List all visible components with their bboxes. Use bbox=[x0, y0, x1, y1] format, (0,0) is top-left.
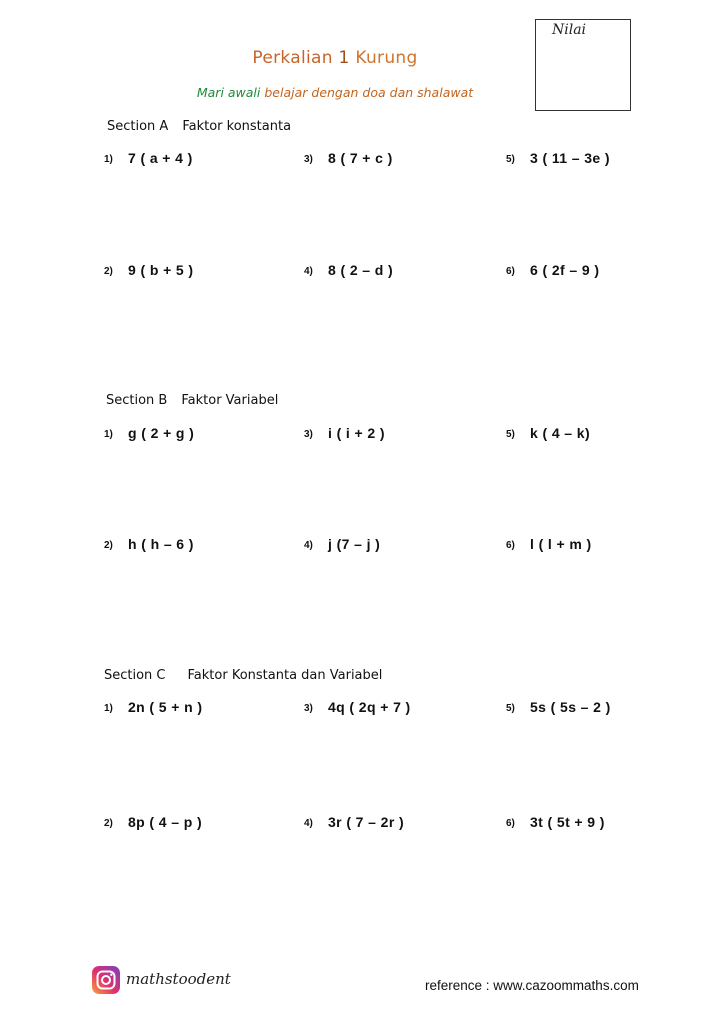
problem-expression: 8 ( 2 – d ) bbox=[328, 262, 394, 278]
problem-expression: g ( 2 + g ) bbox=[128, 425, 195, 441]
brand-name: mathstoodent bbox=[126, 970, 231, 988]
problem-expression: 6 ( 2f – 9 ) bbox=[530, 262, 600, 278]
problem-number: 4) bbox=[304, 818, 313, 829]
problem-b-3 bbox=[304, 425, 385, 443]
problem-a-5 bbox=[506, 150, 610, 168]
problem-expression: 7 ( a + 4 ) bbox=[128, 150, 193, 166]
problem-expression: 9 ( b + 5 ) bbox=[128, 262, 194, 278]
section-a-name: Faktor konstanta bbox=[182, 119, 292, 134]
problem-number: 2) bbox=[104, 540, 113, 551]
problem-c-4 bbox=[304, 814, 404, 832]
problem-a-4 bbox=[304, 262, 393, 280]
problem-c-6 bbox=[506, 814, 605, 832]
section-c-heading bbox=[104, 668, 382, 683]
problem-c-3 bbox=[304, 699, 411, 717]
section-c-label: Section C bbox=[104, 668, 166, 683]
problem-a-1 bbox=[104, 150, 193, 168]
problem-number: 2) bbox=[104, 818, 113, 829]
problem-expression: 3 ( 11 – 3e ) bbox=[530, 150, 610, 166]
instagram-icon bbox=[92, 966, 120, 994]
title-word-3: Kurung bbox=[355, 48, 418, 68]
problem-b-4 bbox=[304, 536, 380, 554]
problem-expression: h ( h – 6 ) bbox=[128, 536, 194, 552]
problem-c-2 bbox=[104, 814, 202, 832]
section-b-heading bbox=[106, 393, 278, 408]
problem-b-6 bbox=[506, 536, 592, 554]
section-a-heading bbox=[107, 119, 291, 134]
section-b-name: Faktor Variabel bbox=[181, 393, 279, 408]
subtitle-part-2: belajar dengan doa dan shalawat bbox=[264, 85, 474, 100]
problem-expression: i ( i + 2 ) bbox=[328, 425, 385, 441]
problem-b-2 bbox=[104, 536, 194, 554]
problem-expression: 4q ( 2q + 7 ) bbox=[328, 699, 411, 715]
problem-expression: 5s ( 5s – 2 ) bbox=[530, 699, 611, 715]
problem-number: 4) bbox=[304, 266, 313, 277]
problem-number: 1) bbox=[104, 703, 113, 714]
problem-b-5 bbox=[506, 425, 590, 443]
problem-number: 6) bbox=[506, 818, 515, 829]
problem-a-6 bbox=[506, 262, 599, 280]
problem-expression: 8 ( 7 + c ) bbox=[328, 150, 393, 166]
problem-number: 6) bbox=[506, 540, 515, 551]
problem-expression: 3r ( 7 – 2r ) bbox=[328, 814, 405, 830]
score-box bbox=[535, 19, 631, 111]
problem-number: 1) bbox=[104, 154, 113, 165]
problem-number: 2) bbox=[104, 266, 113, 277]
problem-a-3 bbox=[304, 150, 393, 168]
section-c-name: Faktor Konstanta dan Variabel bbox=[187, 668, 383, 683]
problem-number: 5) bbox=[506, 703, 515, 714]
problem-expression: l ( l + m ) bbox=[530, 536, 592, 552]
problem-number: 4) bbox=[304, 540, 313, 551]
problem-c-5 bbox=[506, 699, 611, 717]
problem-number: 3) bbox=[304, 154, 313, 165]
problem-number: 6) bbox=[506, 266, 515, 277]
problem-c-1 bbox=[104, 699, 202, 717]
problem-expression: 3t ( 5t + 9 ) bbox=[530, 814, 605, 830]
reference-text: reference : www.cazoommaths.com bbox=[425, 978, 639, 993]
problem-expression: j (7 – j ) bbox=[328, 536, 381, 552]
title-word-1: Perkalian bbox=[252, 48, 333, 68]
problem-a-2 bbox=[104, 262, 193, 280]
problem-expression: 2n ( 5 + n ) bbox=[128, 699, 203, 715]
section-b-label: Section B bbox=[106, 393, 168, 408]
problem-expression: k ( 4 – k) bbox=[530, 425, 591, 441]
problem-number: 3) bbox=[304, 429, 313, 440]
problem-number: 3) bbox=[304, 703, 313, 714]
problem-expression: 8p ( 4 – p ) bbox=[128, 814, 203, 830]
problem-b-1 bbox=[104, 425, 194, 443]
problem-number: 1) bbox=[104, 429, 113, 440]
problem-number: 5) bbox=[506, 154, 515, 165]
title-word-2: 1 bbox=[338, 48, 350, 68]
section-a-label: Section A bbox=[107, 119, 169, 134]
subtitle-part-1: Mari awali bbox=[196, 85, 261, 100]
score-label: Nilai bbox=[552, 22, 587, 38]
problem-number: 5) bbox=[506, 429, 515, 440]
